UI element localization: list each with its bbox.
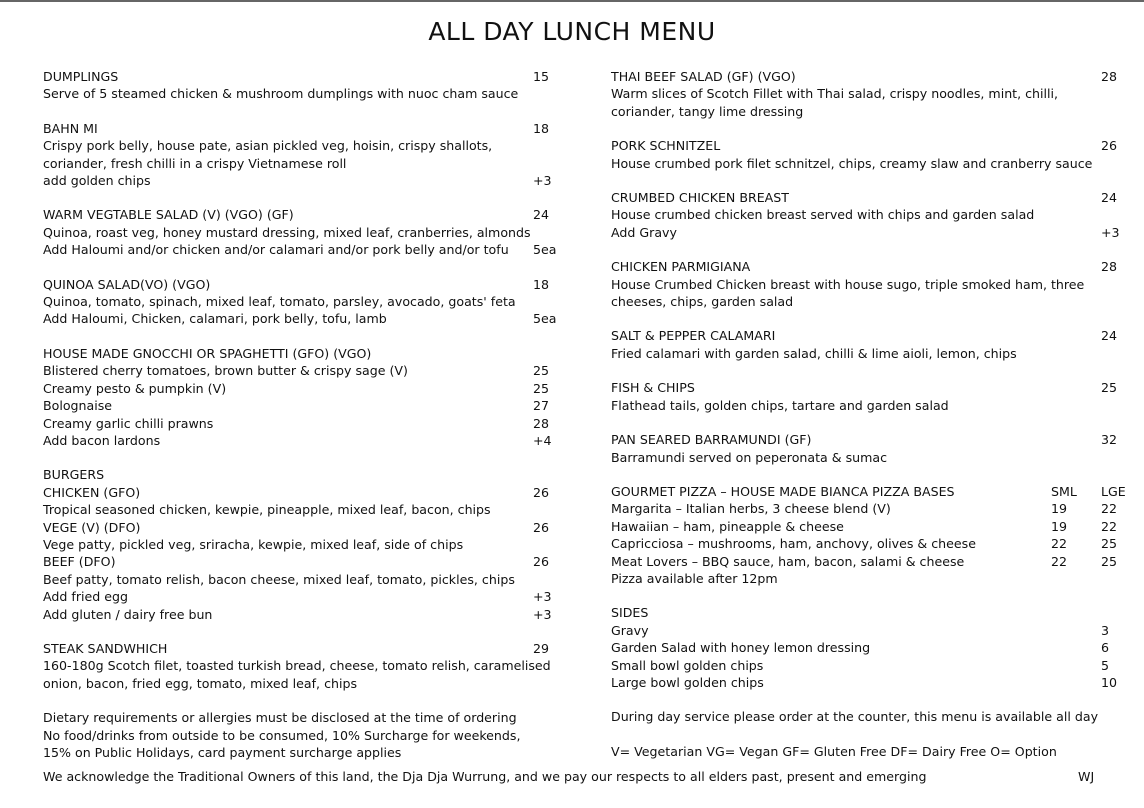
option-price: 28 — [533, 415, 550, 431]
item-description: House crumbed chicken breast served with chips and garden salad — [611, 207, 1035, 223]
chicken-parmigiana-section — [611, 258, 1131, 310]
pizza-large-price: 22 — [1101, 518, 1118, 534]
note-line: No food/drinks from outside to be consumed, 10% Surcharge for weekends, — [43, 727, 521, 743]
side-price: 6 — [1101, 640, 1110, 656]
item-name: PAN SEARED BARRAMUNDI (GF) — [611, 432, 812, 448]
acknowledgement: We acknowledge the Traditional Owners of this land, the Dja Dja Wurrung, and we pay our respects to all elders past, present and emerging — [43, 769, 927, 784]
item-description: Tropical seasoned chicken, kewpie, pineapple, mixed leaf, bacon, chips — [43, 502, 491, 518]
item-description: House Crumbed Chicken breast with house sugo, triple smoked ham, three — [611, 276, 1085, 292]
addon-price: 5ea — [533, 311, 557, 327]
item-price: 29 — [533, 640, 550, 656]
item-price: 15 — [533, 69, 550, 84]
item-price: 24 — [533, 207, 550, 223]
steak-sandwich-section — [43, 640, 563, 692]
quinoa-salad-section — [43, 276, 563, 328]
side-label: Garden Salad with honey lemon dressing — [611, 640, 871, 656]
item-name: CHICKEN PARMIGIANA — [611, 259, 751, 275]
item-price: 26 — [533, 519, 550, 535]
item-name: HOUSE MADE GNOCCHI OR SPAGHETTI (GFO) (VGO) — [43, 345, 372, 361]
pizza-label: Hawaiian – ham, pineapple & cheese — [611, 518, 844, 534]
item-price: 32 — [1101, 432, 1118, 448]
addon-price: +3 — [533, 606, 552, 622]
item-description: Fried calamari with garden salad, chilli & lime aioli, lemon, chips — [611, 345, 1017, 361]
item-name: BEEF (DFO) — [43, 554, 116, 570]
side-label: Gravy — [611, 622, 649, 638]
note-line: Dietary requirements or allergies must be disclosed at the time of ordering — [43, 710, 517, 726]
item-description: Quinoa, tomato, spinach, mixed leaf, tomato, parsley, avocado, goats' feta — [43, 294, 516, 310]
right-column — [611, 68, 1131, 743]
crumbed-chicken-section — [611, 189, 1131, 241]
item-price: 28 — [1101, 69, 1118, 84]
pizza-large-price: 25 — [1101, 553, 1118, 569]
item-price: 18 — [533, 276, 550, 292]
addon-label: Add fried egg — [43, 589, 128, 605]
left-column — [43, 68, 563, 778]
item-price: 18 — [533, 120, 550, 136]
pizza-section — [611, 483, 1131, 587]
item-description: Barramundi served on peperonata & sumac — [611, 449, 888, 465]
item-price: 26 — [533, 554, 550, 570]
option-price: +4 — [533, 432, 552, 448]
barramundi-section — [611, 431, 1131, 466]
item-price: 26 — [533, 484, 550, 500]
sides-section — [611, 604, 1131, 691]
item-name: SALT & PEPPER CALAMARI — [611, 328, 776, 344]
item-description: House crumbed pork filet schnitzel, chips, creamy slaw and cranberry sauce — [611, 155, 1093, 171]
initials: WJ — [1078, 769, 1095, 784]
item-description: coriander, fresh chilli in a crispy Vietnamese roll — [43, 155, 347, 171]
item-description: onion, bacon, fried egg, tomato, mixed leaf, chips — [43, 675, 358, 691]
item-description: Quinoa, roast veg, honey mustard dressing, mixed leaf, cranberries, almonds — [43, 224, 531, 240]
side-price: 10 — [1101, 674, 1118, 690]
dietary-legend: V= Vegetarian VG= Vegan GF= Gluten Free DF= Dairy Free O= Option — [611, 744, 1057, 759]
item-description: Beef patty, tomato relish, bacon cheese, mixed leaf, tomato, pickles, chips — [43, 571, 515, 587]
addon-price: +3 — [533, 173, 552, 189]
addon-label: Add Gravy — [611, 224, 677, 240]
item-price: 25 — [1101, 380, 1118, 396]
item-description: coriander, tangy lime dressing — [611, 103, 804, 119]
side-price: 5 — [1101, 657, 1110, 673]
pizza-label: Margarita – Italian herbs, 3 cheese blend (V) — [611, 501, 891, 517]
notes-section — [43, 709, 563, 761]
item-description: Crispy pork belly, house pate, asian pickled veg, hoisin, crispy shallots, — [43, 138, 493, 154]
addon-label: Add Haloumi and/or chicken and/or calamari and/or pork belly and/or tofu — [43, 242, 509, 258]
service-text: During day service please order at the counter, this menu is available all day — [611, 709, 1099, 725]
item-description: Serve of 5 steamed chicken & mushroom dumplings with nuoc cham sauce — [43, 86, 519, 102]
item-price: 24 — [1101, 328, 1118, 344]
option-label: Add bacon lardons — [43, 432, 161, 448]
bahnmi-section — [43, 120, 563, 190]
item-name: BAHN MI — [43, 120, 98, 136]
item-price: 28 — [1101, 259, 1118, 275]
item-name: DUMPLINGS — [43, 69, 119, 84]
side-label: Small bowl golden chips — [611, 657, 764, 673]
menu-title: ALL DAY LUNCH MENU — [428, 17, 716, 46]
addon-label: Add Haloumi, Chicken, calamari, pork belly, tofu, lamb — [43, 311, 387, 327]
size-large-header: LGE — [1101, 483, 1126, 499]
pizza-note: Pizza available after 12pm — [611, 570, 778, 586]
burgers-section — [43, 466, 563, 623]
pizza-small-price: 19 — [1051, 501, 1068, 517]
dumplings-section — [43, 68, 563, 103]
pizza-label: Meat Lovers – BBQ sauce, ham, bacon, salami & cheese — [611, 553, 965, 569]
top-border — [0, 0, 1144, 2]
item-name: THAI BEEF SALAD (GF) (VGO) — [611, 69, 796, 84]
item-name: STEAK SANDWHICH — [43, 640, 168, 656]
option-label: Creamy pesto & pumpkin (V) — [43, 380, 227, 396]
option-label: Blistered cherry tomatoes, brown butter & crispy sage (V) — [43, 363, 408, 379]
option-price: 25 — [533, 363, 550, 379]
pork-schnitzel-section — [611, 137, 1131, 172]
note-line: 15% on Public Holidays, card payment surcharge applies — [43, 745, 402, 760]
pizza-small-price: 19 — [1051, 518, 1068, 534]
item-name: CRUMBED CHICKEN BREAST — [611, 190, 789, 206]
item-name: FISH & CHIPS — [611, 380, 695, 396]
addon-price: +3 — [533, 589, 552, 605]
addon-price: 5ea — [533, 242, 557, 258]
section-heading: SIDES — [611, 605, 649, 621]
pizza-large-price: 22 — [1101, 501, 1118, 517]
item-name: QUINOA SALAD(VO) (VGO) — [43, 276, 211, 292]
item-price: 24 — [1101, 190, 1118, 206]
size-small-header: SML — [1051, 483, 1077, 499]
gnocchi-section — [43, 345, 563, 449]
item-description: 160-180g Scotch filet, toasted turkish bread, cheese, tomato relish, caramelised — [43, 658, 551, 674]
item-description: cheeses, chips, garden salad — [611, 294, 794, 310]
item-name: GOURMET PIZZA – HOUSE MADE BIANCA PIZZA BASES — [611, 483, 955, 499]
addon-price: +3 — [1101, 224, 1120, 240]
pizza-large-price: 25 — [1101, 536, 1118, 552]
option-label: Creamy garlic chilli prawns — [43, 415, 214, 431]
fish-chips-section — [611, 379, 1131, 414]
thai-beef-section — [611, 68, 1131, 120]
pizza-small-price: 22 — [1051, 536, 1068, 552]
section-heading: BURGERS — [43, 467, 105, 483]
option-price: 25 — [533, 380, 550, 396]
warm-veg-salad-section — [43, 206, 563, 258]
item-description: Flathead tails, golden chips, tartare and garden salad — [611, 397, 949, 413]
pizza-small-price: 22 — [1051, 553, 1068, 569]
option-price: 27 — [533, 398, 550, 414]
item-description: Warm slices of Scotch Fillet with Thai salad, crispy noodles, mint, chilli, — [611, 86, 1059, 102]
pizza-label: Capricciosa – mushrooms, ham, anchovy, olives & cheese — [611, 536, 976, 552]
item-name: VEGE (V) (DFO) — [43, 519, 141, 535]
addon-label: Add gluten / dairy free bun — [43, 606, 213, 622]
item-description: Vege patty, pickled veg, sriracha, kewpie, mixed leaf, side of chips — [43, 536, 464, 552]
side-price: 3 — [1101, 622, 1110, 638]
calamari-section — [611, 327, 1131, 362]
side-label: Large bowl golden chips — [611, 674, 764, 690]
item-name: WARM VEGTABLE SALAD (V) (VGO) (GF) — [43, 207, 294, 223]
addon-label: add golden chips — [43, 173, 151, 189]
option-label: Bolognaise — [43, 398, 113, 414]
item-name: CHICKEN (GFO) — [43, 484, 141, 500]
service-note — [611, 708, 1131, 725]
item-price: 26 — [1101, 138, 1118, 154]
item-name: PORK SCHNITZEL — [611, 138, 721, 154]
